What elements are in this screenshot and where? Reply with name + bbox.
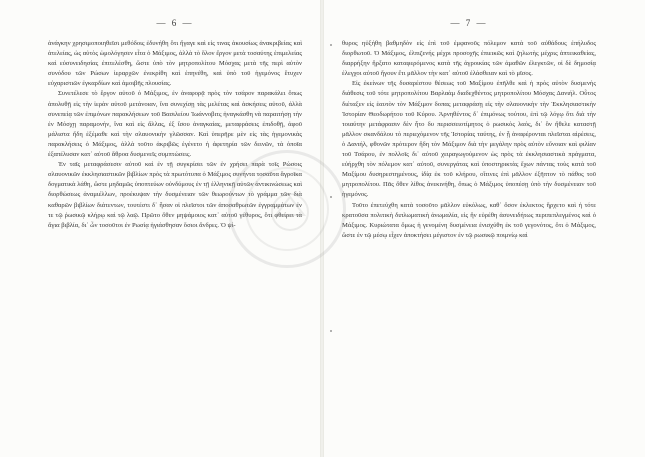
margin-mark bbox=[330, 330, 332, 332]
margin-mark bbox=[330, 44, 332, 46]
right-paragraph-3: Τοῦτο ἐπετεύχθη κατὰ τοσοῦτο μᾶλλον εὐκόλως, καθ᾽ ὅσον ἐκλεκτος ἤρχετο καὶ ἡ τότε κρατοῦσα πολιτικὴ διπλωματικὴ ἀνωμαλία, εἰς ἣν εὑρέθη ἀσυνειδήτως περιπεπλεγμένος καὶ ὁ Μάξιμος. Κυριώτατα ὅμως ἡ γενομένη δυσμένεια ἐνισχύθη ἐκ τοῦ γεγονότος, ὅτι ὁ Μάξιμος, ὥστε ἐν τῷ μέσῳ εἶχεν ἀποκτήσει μέγιστον ἐν τῷ ρωσικῷ ποιμνίῳ καὶ bbox=[342, 201, 596, 239]
stamp-emblem-icon bbox=[231, 153, 349, 271]
page-number-left: — 6 — bbox=[156, 18, 194, 28]
margin-mark bbox=[330, 196, 332, 198]
left-paragraph-3: Ἐν ταῖς μεταφράσεσιν αὐτοῦ καὶ ἐν τῇ συγκρίσει τῶν ἐν χρήσει παρὰ τοῖς Ρώσοις σλαυονικῶν ἐκκλησιαστικῶν βιβλίων πρὸς τὰ πρωτότυπα ὁ Μάξιμος συνήντα τοσαῦτα ἄγροῖκα δογματικὰ λάθη, ὥστε μηδαμῶς ὑποπτεύων οὐνδύμους ἐν τῇ ἑλληνικῇ αὐτῶν ἀντικινώσεως καὶ διορθώσεως ἀναμιέλλων, προέκυψαν τὴν δυσμένειαν τῶν θεωρούντων τὸ γράμμα τῶν διὰ καθαρῶν βιβλίων διάτεντων, τουτέστι δ᾽ ἦσαν οἱ πλεῖστοι τῶν ἀποσαθρωτῶν ἐγγραμμάτων ἐν τε τῷ ῥωσικῷ κλήρῳ καὶ τῷ λαῷ. Πρῶτο ὅθεν μηψάμοιος κατ᾽ αὐτοῦ γέθυρος, ὅτι φθείρει τὰ ἅγια βιβλία, δι᾽ ὧν τοσοῦτοι ἐν Ρωσίᾳ ἡγιάσθησαν ὅσιοι ἄνδρες. Ὁ ψί- bbox=[48, 161, 302, 229]
library-stamp-watermark bbox=[228, 150, 346, 268]
right-paragraph-1: θυρος ηὐξήθη βαθμηδὸν εἰς ἐπὶ τοῦ ἐμφανοῦς πόλεμον κατὰ τοῦ αὐθάδους ἐπήλυδος διορθωτοῦ. Ὁ Μάξιμος, ἐλπιζενής μέχρι προσοχῆς ἐπιεικῶς καὶ ζηλωτὴς μέχρις ἀπτεικαθείας, διαρρήξην ἤρξατο καταφερόμενος κατὰ τῆς ἀγροικίας τῶν ἀμαθῶν ἐλεγκτῶν, οἱ δὲ δημοσίᾳ ἐλεγχοι αὐτοῦ ἤγουν ἔτι μᾶλλον τὴν κατ᾽ αὐτοῦ ἐλάσθειαν καὶ τὸ μῖσος. bbox=[342, 40, 596, 78]
right-page bbox=[342, 18, 596, 241]
left-paragraph-1: ἀνάγκην χρησιμοποιηθεῖσι μεθόδοις ἐδυνήθη ὅτι ἤγαγε καὶ εἰς τινας ἀκουσίως ἀνακριβείας καὶ ἀτελείας, ὡς αὐτὸς ὡμολόγησεν εἶτα ὁ Μάξιμος, ἀλλὰ τὸ ὅλον ἔργον μετὰ τοσαύτης ἐπιμελείας καὶ εὐσυνειδησίας ἐπιτελέσθη, ὥστε ὑπὸ τὸν μητροπολίτου Μόσχας μετὰ τῆς περὶ αὐτὸν συνόδου τῶν Ρώσων ἱεραρχῶν ἐνεκρίθη καὶ ἐπηνέθη, καὶ ὑπὸ τοῦ ἡγεμόνος ἔτυχεν εὐχαριστιῶν ἐγκαρδίων καὶ ἀμοιβῆς πλουσίας. bbox=[48, 40, 302, 88]
page-number-right: — 7 — bbox=[450, 18, 488, 28]
left-paragraph-2: Συνετέλεσε τὸ ἔργον αὐτοῦ ὁ Μάξιμος, ἐν ἀναφορᾷ πρὸς τὸν τσάρον παρακάλει ὅπως ἀπολυθῇ εἰς τὴν ἱερὰν αὐτοῦ μετάνοιαν, ἵνα συνεχίσῃ τὰς μελέτας καὶ ἀσκήσεις αὐτοῦ, ἀλλὰ συνεπείᾳ τῶν ἐπιμόνων παρακλήσεων τοῦ Βασιλείου Ἰωάννοβιτς ἠναγκάσθη νὰ παραιτήσῃ τὴν ἐν Μόσχῃ παραμονήν, ἵνα καὶ εἰς ἄλλας, ἐξ ἴσου ἀναγκαίας, μεταφράσεις ἐπιδοθῇ, ἀφοῦ μάλιστα ἤδη ἐξέμαθε καὶ τὴν σλαυονικὴν γλῶσσαν. Καὶ ὑπερῆρε μὲν εἰς τὰς ἡγεμονικὰς παρακλήσεις ὁ Μάξιμος, ἀλλὰ τοῦτο ἀκριβῶς ἐγένετο ἡ ἀφετηρία τῶν δεινῶν, τὰ ὁποῖα ἐξαπέλυσαν κατ᾽ αὐτοῦ ἄθροα δυσμενεῖς συμπτώσεις. bbox=[48, 90, 302, 159]
right-paragraph-2: Εἰς ἐκείνων τῆς δυσαρέστου θέσεως τοῦ Μαξίμου ἐπῆλθε καὶ ἡ πρὸς αὐτὸν δυσμενὴς διάθεσις τοῦ τότε μητροπολίτου Βαρλαὰμ διαδεχθέντος μητροπολίτου Μόσχας Δανιήλ. Οὗτος διέταξεν εἰς ἑαυτὸν τὸν Μάξιμον δοπας μεταφράσῃ εἰς τὴν σλαυονικὴν τὴν Ἐκκλησιαστικὴν Ἱστορίαν Θεοδωρήτου τοῦ Κύρου. Ἀρνηθέντος δ᾽ ἐπιμόνως τούτου, ἐπὶ τῷ λόγῳ ὅτι διὰ τὴν τοιαύτην μετάφρασιν δὲν ἦτο δυ περισσειοτίμητος ὁ ρωσικὸς λαός, δι᾽ ὃν ἤθελε καταστῇ μᾶλλον σκανδάλου τὸ περιεχόμενον τῆς Ἱστορίας ταύτης, ἐν ᾗ ἀναφέρονται πλεῖσται αἱρέσεις, ὁ Δανιήλ, φθονῶν πρότερον ἤδη τὸν Μάξιμον διὰ τὴν μεγάλην πρὸς αὐτὸν εὔνοιαν καὶ φιλίαν τοῦ Τσάρου, ἐν πολλοῖς δι᾽ αὐτοῦ χειραγωγούμενον ὡς πρὸς τὰ ἐκκλησιαστικὰ πράγματα, εὐήρχθη τὸν πόλεμον κατ᾽ αὐτοῦ, συνεργάτας καὶ ὑποστηρικτὰς ἔχων πάντας τοὺς κατὰ τοῦ Μαξίμου δυσηρεστημένους, ἰδίᾳ ἐκ τοῦ κλήρου, οἵτινες ἐπὶ μᾶλλον ἐξῆπτον τὸ πάθος τοῦ μητροπολίτου. Πᾶς ὅθεν λίθος ἀνεκινήθη, ὅπως ὁ Μάξιμος ὑποπέσῃ ὑπὸ τὴν δυσμένειαν τοῦ ἡγεμόνος. bbox=[342, 80, 596, 199]
